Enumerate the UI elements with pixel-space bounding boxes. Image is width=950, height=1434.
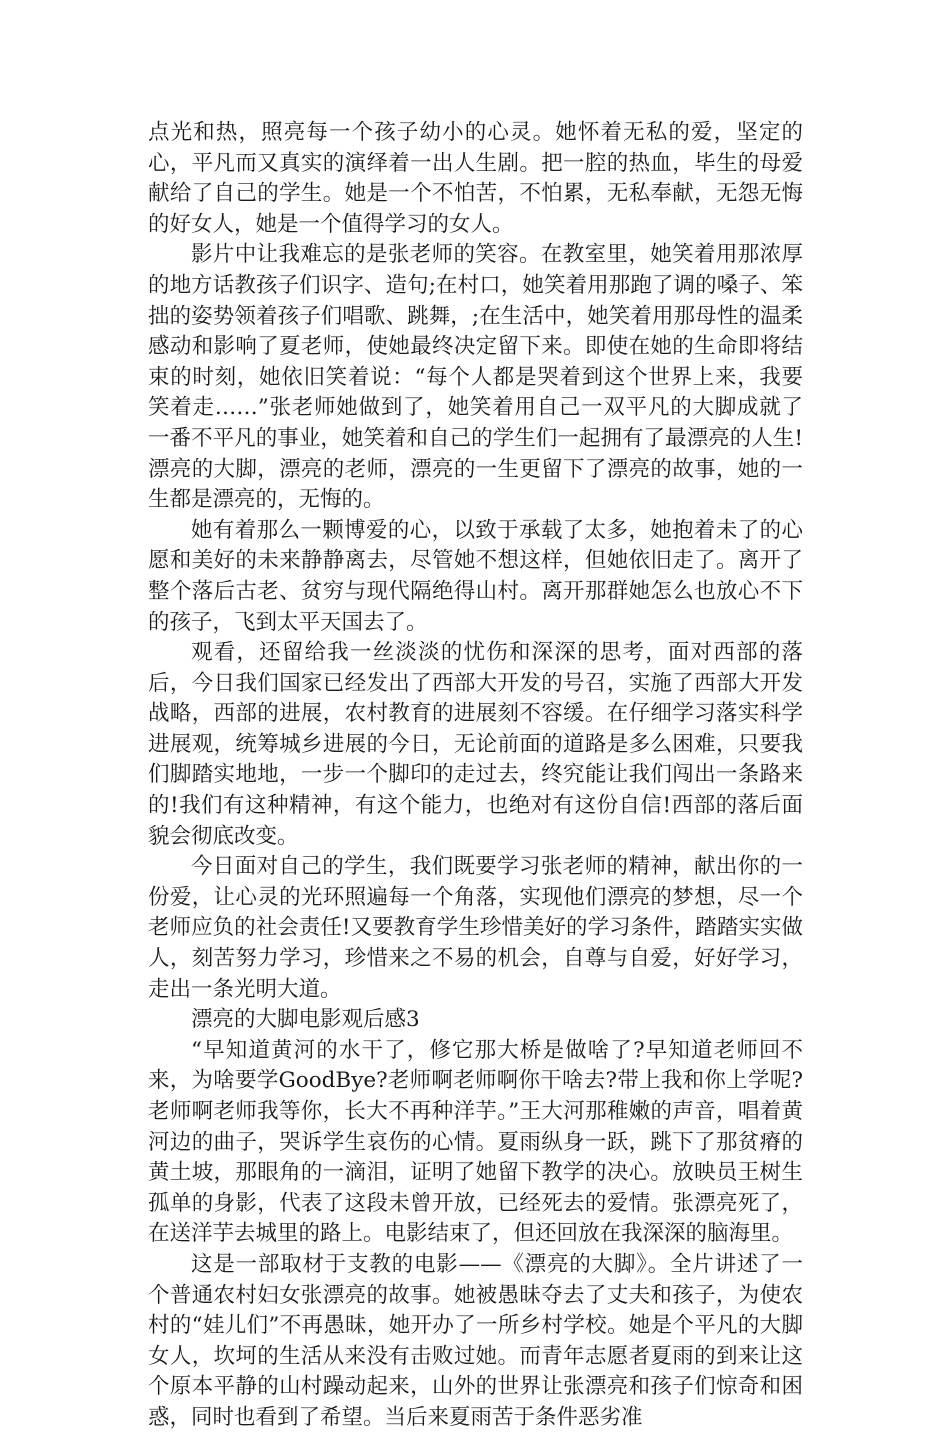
paragraph-3: 她有着那么一颗博爱的心，以致于承载了太多，她抱着未了的心愿和美好的未来静静离去，尽管她不想这样，但她依旧走了。离开了整个落后古老、贫穷与现代隔绝得山村。离开那群她怎么也放心不下的孩子，飞到太平天国去了。 (148, 517, 803, 635)
section-heading: 漂亮的大脚电影观后感3 (191, 1007, 420, 1033)
paragraph-2: 影片中让我难忘的是张老师的笑容。在教室里，她笑着用那浓厚的地方话教孩子们识字、造句;在村口，她笑着用那跑了调的嗓子、笨拙的姿势领着孩子们唱歌、跳舞，;在生活中，她笑着用那母性的温柔感动和影响了夏老师，使她最终决定留下来。即使在她的生命即将结束的时刻，她依旧笑着说：“每个人都是哭着到这个世界上来，我要笑着走……”张老师她做到了，她笑着用自己一双平凡的大脚成就了一番不平凡的事业，她笑着和自己的学生们一起拥有了最漂亮的人生!漂亮的大脚，漂亮的老师，漂亮的一生更留下了漂亮的故事，她的一生都是漂亮的，无悔的。 (148, 242, 803, 513)
paragraph-4: 观看，还留给我一丝淡淡的忧伤和深深的思考，面对西部的落后，今日我们国家已经发出了西部大开发的号召，实施了西部大开发战略，西部的进展，农村教育的进展刻不容缓。在仔细学习落实科学进展观，统筹城乡进展的今日，无论前面的道路是多么困难，只要我们脚踏实地地，一步一个脚印的走过去，终究能让我们闯出一条路来的!我们有这种精神，有这个能力，也绝对有这份自信!西部的落后面貌会彻底改变。 (148, 640, 803, 849)
paragraph-5: 今日面对自己的学生，我们既要学习张老师的精神，献出你的一份爱，让心灵的光环照遍每一个角落，实现他们漂亮的梦想，尽一个老师应负的社会责任!又要教育学生珍惜美好的学习条件，踏踏实实做人，刻苦努力学习，珍惜来之不易的机会，自尊与自爱，好好学习，走出一条光明大道。 (148, 854, 803, 1002)
paragraph-6: “早知道黄河的水干了，修它那大桥是做啥了?早知道老师回不来，为啥要学GoodBye?老师啊老师啊你干啥去?带上我和你上学呢?老师啊老师我等你，长大不再种洋芋。”王大河那稚嫩的声音，唱着黄河边的曲子，哭诉学生哀伤的心情。夏雨纵身一跃，跳下了那贫瘠的黄土坡，那眼角的一滴泪，证明了她留下教学的决心。放映员王树生孤单的身影，代表了这段未曾开放，已经死去的爱情。张漂亮死了，在送洋芋去城里的路上。电影结束了，但还回放在我深深的脑海里。 (148, 1037, 803, 1247)
document-body (148, 118, 803, 1434)
paragraph-7: 这是一部取材于支教的电影——《漂亮的大脚》。全片讲述了一个普通农村妇女张漂亮的故事。她被愚昧夺去了丈夫和孩子，为使农村的“娃儿们”不再愚昧，她开办了一所乡村学校。她是个平凡的大脚女人，坎坷的生活从来没有击败过她。而青年志愿者夏雨的到来让这个原本平静的山村躁动起来，山外的世界让张漂亮和孩子们惊奇和困惑，同时也看到了希望。当后来夏雨苦于条件恶劣准 (148, 1251, 803, 1430)
paragraph-1: 点光和热，照亮每一个孩子幼小的心灵。她怀着无私的爱，坚定的心，平凡而又真实的演绎着一出人生剧。把一腔的热血，毕生的母爱献给了自己的学生。她是一个不怕苦，不怕累，无私奉献，无怨无悔的好女人，她是一个值得学习的女人。 (148, 120, 803, 237)
